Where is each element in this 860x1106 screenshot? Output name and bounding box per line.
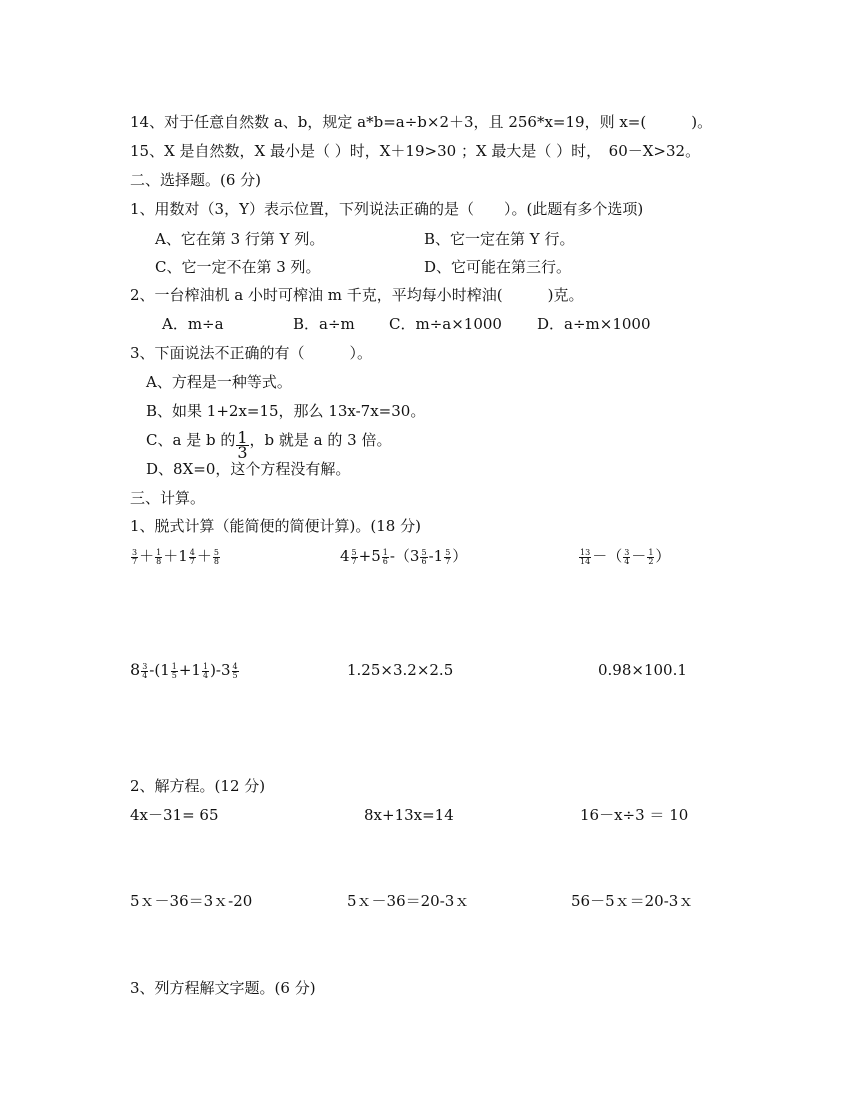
fraction <box>444 549 451 566</box>
choice-q1-option-b: B、它一定在第 Y 行。 <box>424 230 575 248</box>
whole-number: 8 <box>130 660 141 679</box>
choice-q2-stem: 2、一台榨油机 a 小时可榨油 m 千克，平均每小时榨油( )克。 <box>130 286 584 304</box>
calc-part-1-heading: 1、脱式计算（能简便的简便计算)。(18 分) <box>130 517 421 535</box>
fraction-denominator: 6 <box>382 556 388 566</box>
fraction <box>155 549 162 566</box>
equation-3: 16－x÷3 ＝ 10 <box>580 806 689 824</box>
choice-q3-option-d: D、8X=0，这个方程没有解。 <box>146 460 351 478</box>
calc-expression-1 <box>130 546 221 566</box>
fraction-numerator: 3 <box>142 661 148 671</box>
question-14: 14、对于任意自然数 a、b，规定 a*b=a÷b×2＋3，且 256*x=19，则 x=( )。 <box>130 113 713 131</box>
fraction-numerator: 5 <box>445 547 451 557</box>
choice-q1-option-a: A、它在第 3 行第 Y 列。 <box>155 230 325 248</box>
whole-number: 4 <box>340 547 350 565</box>
section-2-heading: 二、选择题。(6 分) <box>130 171 262 189</box>
choice-q1-stem: 1、用数对（3，Y）表示位置，下列说法正确的是（ ）。(此题有多个选项) <box>130 200 644 218</box>
fraction-numerator: 1 <box>237 427 248 447</box>
fraction-numerator: 1 <box>156 547 162 557</box>
fraction-denominator: 5 <box>232 670 238 680</box>
calc-expression-4 <box>130 660 240 680</box>
calc-expression-3 <box>578 546 670 566</box>
equation-5: 5ｘ－36＝20-3ｘ <box>347 892 470 910</box>
term: -（3 <box>389 547 420 565</box>
operator: － <box>631 547 647 565</box>
calc-expression-5: 1.25×3.2×2.5 <box>347 661 454 679</box>
choice-q1-option-c: C、它一定不在第 3 列。 <box>155 258 321 276</box>
calc-expression-2 <box>340 546 467 566</box>
term: ） <box>452 547 468 565</box>
fraction-denominator: 5 <box>171 670 177 680</box>
fraction-denominator: 2 <box>648 556 654 566</box>
term: -1 <box>428 547 444 565</box>
fraction-numerator: 4 <box>232 661 238 671</box>
fraction-numerator: 1 <box>202 661 209 671</box>
term: +1 <box>178 661 201 679</box>
fraction <box>202 663 209 680</box>
fraction-denominator: 3 <box>237 442 248 462</box>
choice-q2-option-d: D．a÷m×1000 <box>537 315 651 333</box>
term: -(1 <box>149 661 170 679</box>
fraction <box>213 549 220 566</box>
operator: ＋1 <box>163 547 188 565</box>
term: －（ <box>592 547 623 565</box>
fraction <box>647 549 654 566</box>
fraction-denominator: 4 <box>624 556 630 566</box>
choice-q3-option-a: A、方程是一种等式。 <box>146 373 292 391</box>
fraction <box>141 663 148 680</box>
fraction-numerator: 4 <box>189 547 195 557</box>
fraction <box>579 549 591 566</box>
fraction-numerator: 13 <box>580 547 591 557</box>
fraction-one-third <box>236 427 248 462</box>
choice-q3-option-c <box>146 427 392 462</box>
option-c-text-end: ，b 就是 a 的 3 倍。 <box>249 431 392 449</box>
choice-q3-stem: 3、下面说法不正确的有（ ）。 <box>130 344 373 362</box>
choice-q2-option-b: B．a÷m <box>293 315 355 333</box>
calc-part-2-heading: 2、解方程。(12 分) <box>130 777 266 795</box>
fraction <box>131 549 138 566</box>
equation-4: 5ｘ－36＝3ｘ-20 <box>130 892 253 910</box>
fraction-denominator: 6 <box>421 556 427 566</box>
section-3-heading: 三、计算。 <box>130 489 206 507</box>
term: +5 <box>358 547 381 565</box>
fraction-numerator: 1 <box>648 547 654 557</box>
fraction-denominator: 8 <box>213 556 219 566</box>
fraction <box>232 663 239 680</box>
fraction <box>171 663 178 680</box>
fraction-denominator: 7 <box>189 556 195 566</box>
fraction-denominator: 4 <box>202 670 209 680</box>
equation-6: 56－5ｘ＝20-3ｘ <box>571 892 694 910</box>
fraction-denominator: 7 <box>445 556 451 566</box>
operator: ＋ <box>139 547 155 565</box>
choice-q2-option-c: C．m÷a×1000 <box>389 315 502 333</box>
fraction-numerator: 1 <box>171 661 177 671</box>
fraction <box>420 549 427 566</box>
fraction <box>623 549 630 566</box>
fraction-denominator: 8 <box>156 556 162 566</box>
equation-2: 8x+13x=14 <box>364 806 454 824</box>
fraction-numerator: 5 <box>351 547 357 557</box>
fraction <box>189 549 196 566</box>
fraction-denominator: 4 <box>142 670 148 680</box>
fraction <box>351 549 358 566</box>
calc-part-3-heading: 3、列方程解文字题。(6 分) <box>130 979 316 997</box>
choice-q3-option-b: B、如果 1+2x=15，那么 13x-7x=30。 <box>146 402 426 420</box>
calc-expression-6: 0.98×100.1 <box>598 661 687 679</box>
question-15: 15、X 是自然数，X 最小是（ ）时，X＋19>30 ；X 最大是（ ）时， 60－X>32。 <box>130 142 701 160</box>
term: )-3 <box>210 661 231 679</box>
option-c-text-start: C、a 是 b 的 <box>146 431 236 449</box>
choice-q1-option-d: D、它可能在第三行。 <box>424 258 572 276</box>
fraction-denominator: 14 <box>580 556 591 566</box>
fraction-numerator: 5 <box>421 547 427 557</box>
fraction-denominator: 7 <box>351 556 357 566</box>
operator: ＋ <box>196 547 212 565</box>
fraction-numerator: 3 <box>624 547 630 557</box>
fraction <box>382 549 389 566</box>
fraction-numerator: 1 <box>382 547 388 557</box>
equation-1: 4x－31= 65 <box>130 806 219 824</box>
fraction-numerator: 5 <box>213 547 219 557</box>
choice-q2-option-a: A．m÷a <box>162 315 224 333</box>
fraction-numerator: 3 <box>132 547 138 557</box>
term: ） <box>655 547 671 565</box>
fraction-denominator: 7 <box>132 556 138 566</box>
